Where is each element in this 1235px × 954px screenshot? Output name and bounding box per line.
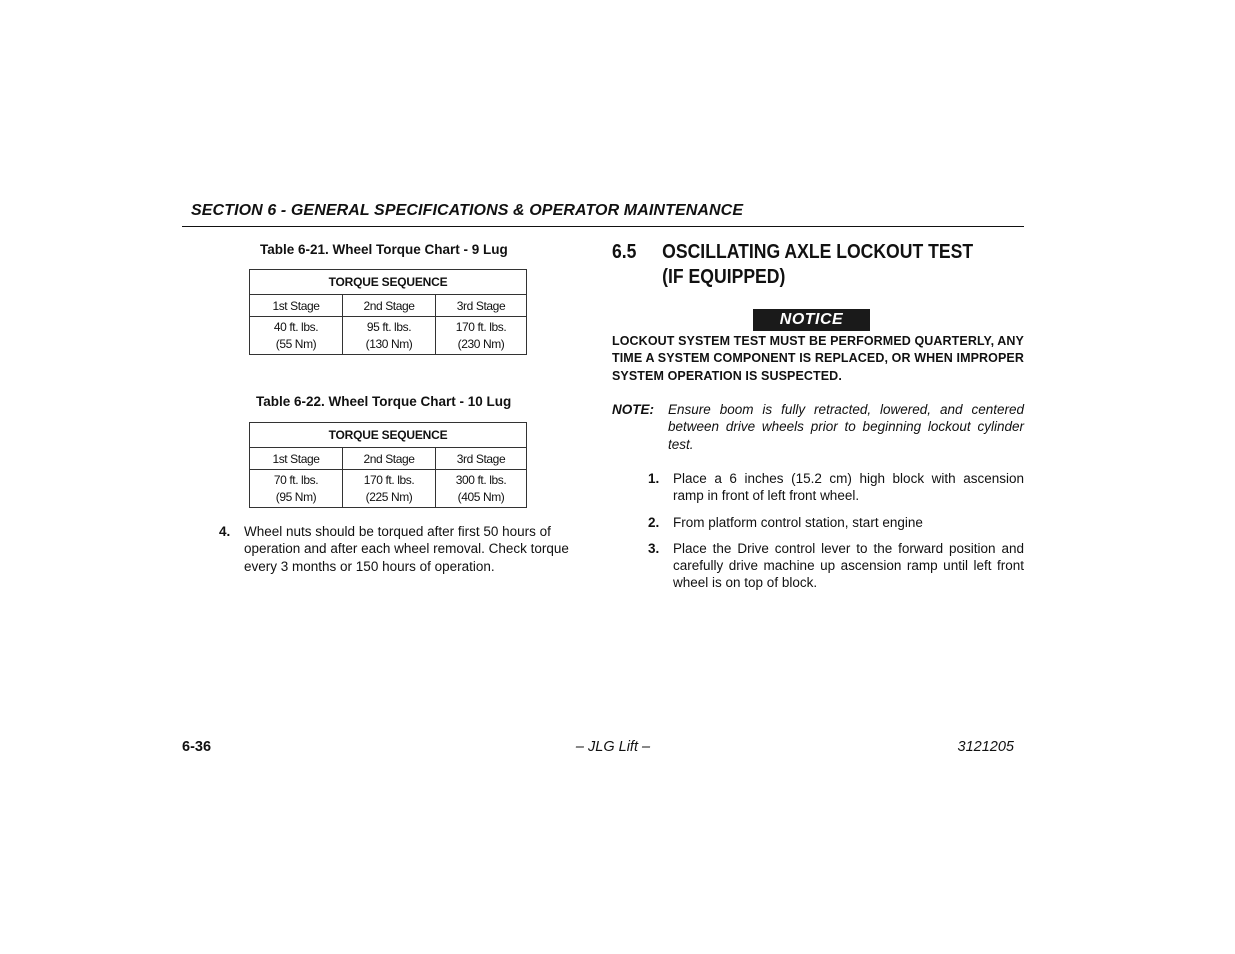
note-text: Ensure boom is fully retracted, lowered, and centered between drive wheels prior to beginning lockout cylinder test. bbox=[668, 402, 1024, 452]
page-number: 6-36 bbox=[182, 739, 212, 755]
table-header: TORQUE SEQUENCE bbox=[250, 270, 527, 295]
stage-1-cell: 1st Stage bbox=[250, 295, 343, 317]
stage-2-cell: 2nd Stage bbox=[343, 295, 436, 317]
value-cell: 95 ft. lbs. (130 Nm) bbox=[343, 317, 436, 355]
step-text: Place the Drive control lever to the forward position and carefully drive machine up ascension ramp until left front wheel is on top of block. bbox=[673, 540, 1024, 591]
note bbox=[612, 401, 1024, 453]
list-item bbox=[648, 514, 1024, 531]
section-number: 6.5 bbox=[612, 241, 637, 263]
step-text: Place a 6 inches (15.2 cm) high block with ascension ramp in front of left front wheel. bbox=[673, 471, 1024, 504]
value-cell: 40 ft. lbs. (55 Nm) bbox=[250, 317, 343, 355]
stage-3-cell: 3rd Stage bbox=[436, 448, 527, 470]
value-cell: 170 ft. lbs. (230 Nm) bbox=[436, 317, 527, 355]
doc-number: 3121205 bbox=[957, 739, 1014, 755]
step-number: 1. bbox=[648, 471, 660, 486]
table-6-22 bbox=[249, 422, 527, 508]
value-cell: 300 ft. lbs. (405 Nm) bbox=[436, 470, 527, 508]
table-header: TORQUE SEQUENCE bbox=[250, 423, 527, 448]
footer-center: – JLG Lift – bbox=[575, 739, 651, 755]
section-6-5-heading bbox=[612, 240, 982, 290]
step-number: 4. bbox=[219, 524, 231, 539]
value-cell: 70 ft. lbs. (95 Nm) bbox=[250, 470, 343, 508]
notice-label: NOTICE bbox=[753, 309, 870, 331]
step-4 bbox=[219, 523, 591, 575]
step-number: 3. bbox=[648, 540, 660, 556]
notice-text: LOCKOUT SYSTEM TEST MUST BE PERFORMED QUARTERLY, ANY TIME A SYSTEM COMPONENT IS REPLACED, OR WHEN IMPROPER SYSTEM OPERATION IS SUSPECTED. bbox=[612, 334, 1024, 383]
value-cell: 170 ft. lbs. (225 Nm) bbox=[343, 470, 436, 508]
step-text: Wheel nuts should be torqued after first 50 hours of operation and after each wheel removal. Check torque every 3 months or 150 hours of operation. bbox=[244, 524, 569, 574]
list-item bbox=[648, 470, 1024, 505]
note-label: NOTE: bbox=[612, 402, 654, 417]
section-title: OSCILLATING AXLE LOCKOUT TEST (IF EQUIPPED) bbox=[662, 241, 974, 288]
table-6-21 bbox=[249, 269, 527, 355]
header-rule bbox=[182, 226, 1024, 227]
stage-1-cell: 1st Stage bbox=[250, 448, 343, 470]
step-number: 2. bbox=[648, 514, 660, 530]
table-6-21-caption: Table 6-21. Wheel Torque Chart - 9 Lug bbox=[260, 242, 508, 257]
steps-list bbox=[648, 470, 1024, 601]
stage-2-cell: 2nd Stage bbox=[343, 448, 436, 470]
table-6-22-caption: Table 6-22. Wheel Torque Chart - 10 Lug bbox=[256, 394, 512, 409]
section-header: SECTION 6 - GENERAL SPECIFICATIONS & OPERATOR MAINTENANCE bbox=[191, 202, 744, 219]
step-text: From platform control station, start engine bbox=[673, 514, 923, 530]
stage-3-cell: 3rd Stage bbox=[436, 295, 527, 317]
list-item bbox=[648, 540, 1024, 592]
